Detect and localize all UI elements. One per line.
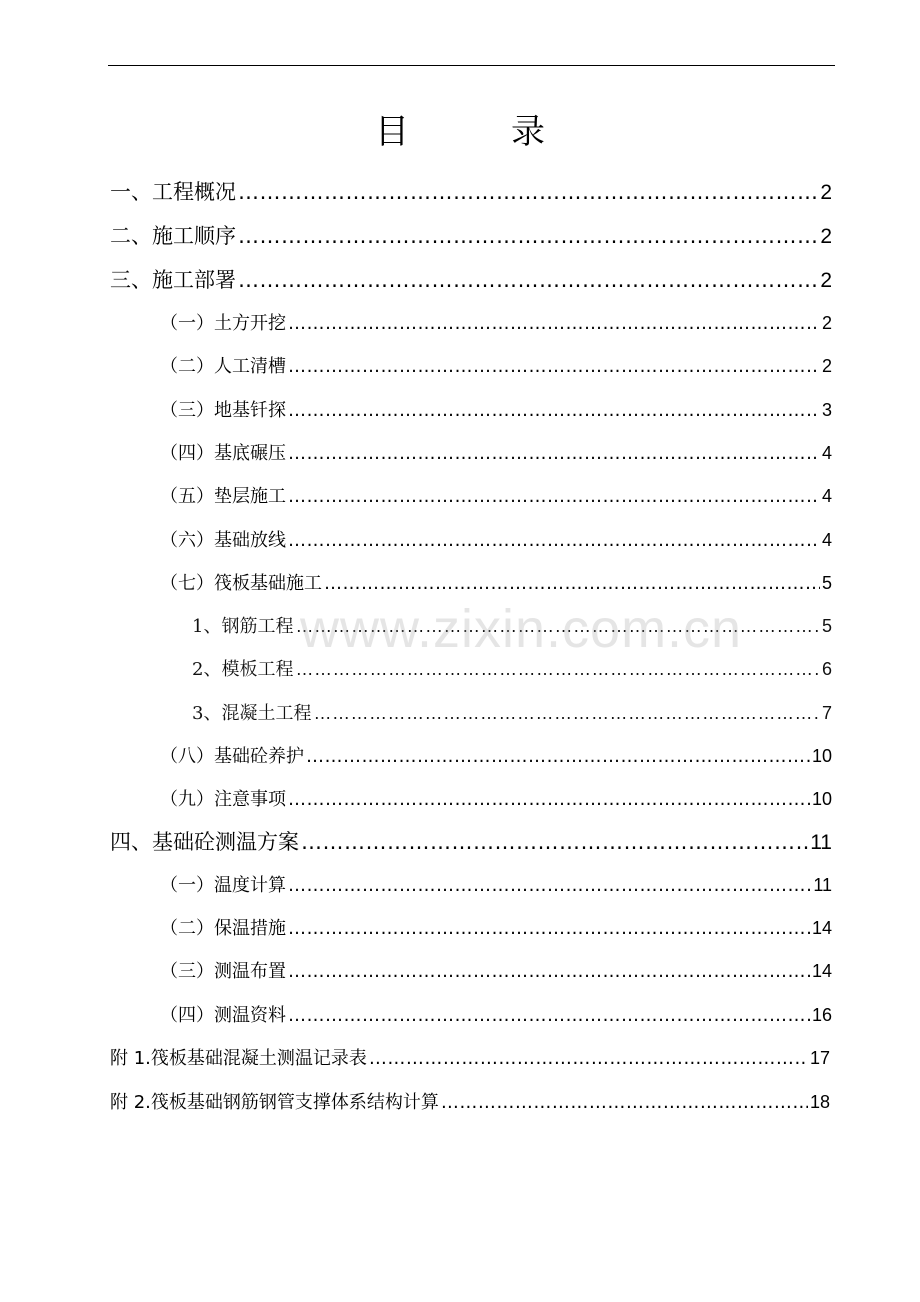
toc-entry-page: 2 bbox=[821, 356, 832, 376]
toc-entry-page: 11 bbox=[810, 831, 832, 854]
toc-leader-dots bbox=[288, 918, 810, 939]
toc-entry-section-1[interactable] bbox=[110, 176, 832, 206]
toc-entry-page: 2 bbox=[820, 269, 832, 292]
toc-entry-section-3-4[interactable] bbox=[160, 439, 832, 465]
toc-entry-section-3-5[interactable] bbox=[160, 482, 832, 508]
toc-entry-label: 四、基础砼测温方案 bbox=[110, 830, 299, 854]
toc-entry-page: 11 bbox=[813, 875, 832, 895]
toc-entry-section-3-7-1[interactable] bbox=[192, 612, 832, 638]
toc-entry-label: （九）注意事项 bbox=[160, 789, 286, 810]
toc-entry-page: 14 bbox=[811, 961, 832, 981]
toc-entry-section-4-4[interactable] bbox=[160, 1001, 832, 1027]
toc-entry-label: 三、施工部署 bbox=[110, 268, 236, 292]
toc-entry-page: 4 bbox=[821, 443, 832, 463]
toc-leader-dots bbox=[313, 703, 820, 724]
toc-entry-label: （四）基底碾压 bbox=[160, 443, 286, 464]
toc-leader-dots bbox=[288, 875, 811, 896]
watermark: www.zixin.com.cn bbox=[300, 599, 743, 659]
toc-entry-page: 18 bbox=[809, 1092, 830, 1112]
toc-entry-section-3-2[interactable] bbox=[160, 352, 832, 378]
toc-entry-label: （三）地基钎探 bbox=[160, 400, 286, 421]
toc-title: 目 录 bbox=[375, 112, 545, 152]
toc-entry-label: 附 1.筏板基础混凝土测温记录表 bbox=[110, 1048, 367, 1069]
toc-leader-dots bbox=[324, 573, 820, 594]
toc-entry-section-4-2[interactable] bbox=[160, 914, 832, 940]
toc-entry-appendix-2[interactable] bbox=[110, 1088, 830, 1114]
toc-entry-page: 4 bbox=[821, 486, 832, 506]
toc-leader-dots bbox=[369, 1048, 808, 1069]
toc-entry-label: （二）保温措施 bbox=[160, 918, 286, 939]
toc-entry-page: 7 bbox=[821, 703, 832, 723]
toc-entry-section-4-1[interactable] bbox=[160, 871, 832, 897]
toc-entry-page: 10 bbox=[811, 789, 832, 809]
toc-entry-label: （四）测温资料 bbox=[160, 1005, 286, 1026]
toc-leader-dots bbox=[295, 659, 820, 680]
toc-entry-label: 3、混凝土工程 bbox=[192, 703, 312, 724]
toc-entry-page: 6 bbox=[821, 659, 832, 679]
toc-entry-page: 4 bbox=[821, 530, 832, 550]
toc-entry-section-3-1[interactable] bbox=[160, 309, 832, 335]
toc-entry-appendix-1[interactable] bbox=[110, 1044, 830, 1070]
toc-entry-label: （六）基础放线 bbox=[160, 530, 286, 551]
toc-entry-label: （五）垫层施工 bbox=[160, 486, 286, 507]
toc-entry-label: （八）基础砼养护 bbox=[160, 746, 304, 767]
toc-entry-label: （一）土方开挖 bbox=[160, 313, 286, 334]
toc-leader-dots bbox=[288, 961, 810, 982]
toc-entry-page: 3 bbox=[821, 400, 832, 420]
toc-entry-label: （二）人工清槽 bbox=[160, 356, 286, 377]
toc-leader-dots bbox=[301, 830, 808, 854]
toc-entry-section-3-7-3[interactable] bbox=[192, 699, 832, 725]
toc-leader-dots bbox=[288, 313, 820, 334]
toc-entry-section-4-3[interactable] bbox=[160, 957, 832, 983]
toc-leader-dots bbox=[238, 268, 818, 292]
toc-entry-label: （三）测温布置 bbox=[160, 961, 286, 982]
toc-leader-dots bbox=[288, 486, 820, 507]
toc-leader-dots bbox=[441, 1092, 808, 1113]
toc-entry-section-4[interactable] bbox=[110, 826, 832, 856]
toc-entry-page: 5 bbox=[821, 573, 832, 593]
toc-entry-label: 一、工程概况 bbox=[110, 180, 236, 204]
toc-entry-page: 14 bbox=[811, 918, 832, 938]
toc-entry-section-3[interactable] bbox=[110, 264, 832, 294]
toc-entry-section-2[interactable] bbox=[110, 220, 832, 250]
toc-entry-label: 1、钢筋工程 bbox=[192, 616, 294, 637]
toc-leader-dots bbox=[238, 224, 818, 248]
toc-leader-dots bbox=[288, 530, 820, 551]
toc-leader-dots bbox=[288, 1005, 810, 1026]
toc-leader-dots bbox=[238, 180, 818, 204]
toc-entry-page: 5 bbox=[821, 616, 832, 636]
toc-entry-label: 2、模板工程 bbox=[192, 659, 294, 680]
toc-entry-section-3-9[interactable] bbox=[160, 785, 832, 811]
toc-leader-dots bbox=[306, 746, 810, 767]
toc-entry-page: 2 bbox=[821, 313, 832, 333]
toc-entry-section-3-7-2[interactable] bbox=[192, 655, 832, 681]
toc-entry-page: 10 bbox=[811, 746, 832, 766]
toc-entry-label: 二、施工顺序 bbox=[110, 224, 236, 248]
toc-entry-page: 17 bbox=[809, 1048, 830, 1068]
toc-entry-section-3-6[interactable] bbox=[160, 526, 832, 552]
toc-entry-page: 2 bbox=[820, 225, 832, 248]
toc-leader-dots bbox=[288, 400, 820, 421]
toc-leader-dots bbox=[295, 616, 820, 637]
toc-entry-label: 附 2.筏板基础钢筋钢管支撑体系结构计算 bbox=[110, 1092, 439, 1113]
toc-leader-dots bbox=[288, 356, 820, 377]
toc-entry-label: （七）筏板基础施工 bbox=[160, 573, 322, 594]
toc-entry-page: 2 bbox=[820, 181, 832, 204]
toc-entry-section-3-7[interactable] bbox=[160, 569, 832, 595]
toc-entry-label: （一）温度计算 bbox=[160, 875, 286, 896]
toc-entry-section-3-8[interactable] bbox=[160, 742, 832, 768]
toc-entry-section-3-3[interactable] bbox=[160, 396, 832, 422]
toc-leader-dots bbox=[288, 789, 810, 810]
toc-entry-page: 16 bbox=[811, 1005, 832, 1025]
toc-leader-dots bbox=[288, 443, 820, 464]
